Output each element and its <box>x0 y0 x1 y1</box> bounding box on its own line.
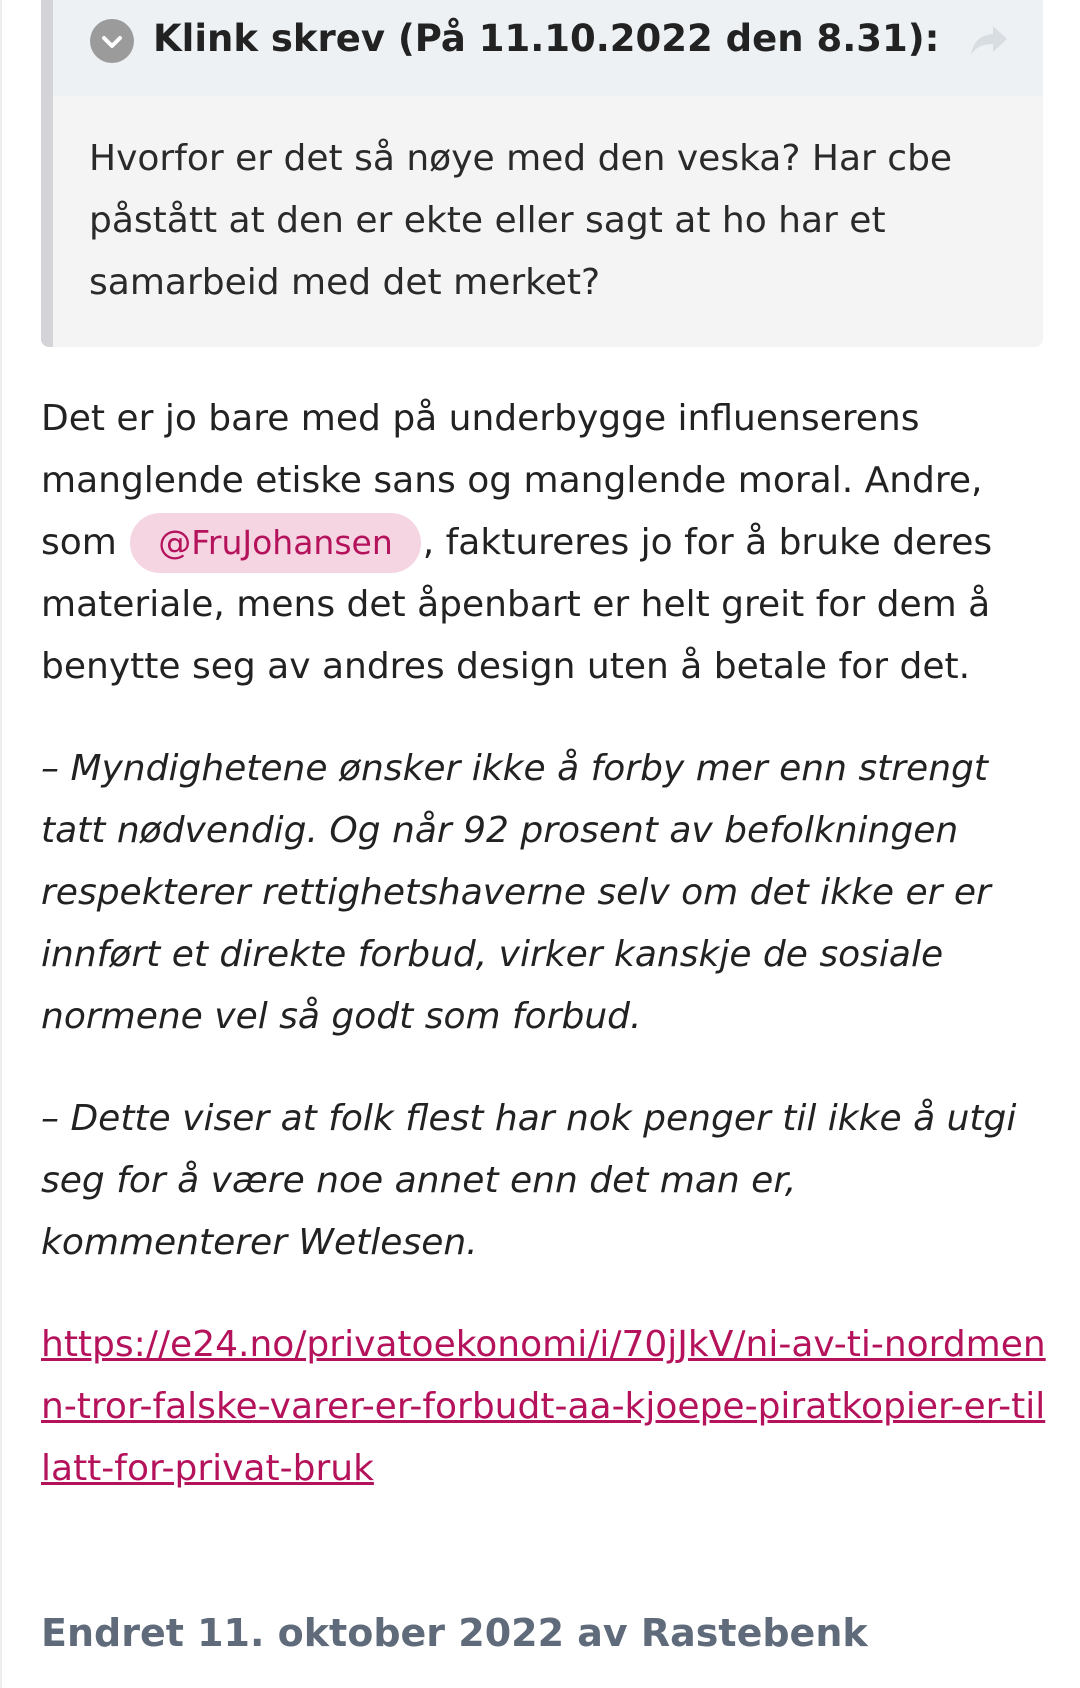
quote-body: Hvorfor er det så nøye med den veska? Har cbe påstått at den er ekte eller sagt at ho har et samarbeid med det merket? <box>89 138 953 303</box>
chevron-down-icon[interactable] <box>90 19 134 63</box>
post-paragraph <box>41 388 1051 698</box>
paragraph-text: Det er jo bare med på underbygge influenserens manglende etiske sans og manglende moral. Andre, som <box>41 398 983 563</box>
post-content <box>41 388 1051 1540</box>
quote-citation: Klink skrev (På 11.10.2022 den 8.31): <box>153 17 940 60</box>
quoted-paragraph: – Myndighetene ønsker ikke å forby mer enn strengt tatt nødvendig. Og når 92 prosent av befolkningen respekterer rettighetshaverne selv om det ikke er er innført et direkte forbud, virker kanskje de sosiale normene vel så godt som forbud. <box>41 748 991 1037</box>
user-mention[interactable]: @FruJohansen <box>130 513 420 573</box>
share-arrow-icon[interactable] <box>967 22 1011 60</box>
article-link[interactable]: https://e24.no/privatoekonomi/i/70jJkV/ni-av-ti-nordmenn-tror-falske-varer-er-forbudt-aa-kjoepe-piratkopier-er-tillatt-for-privat-bruk <box>41 1324 1046 1489</box>
edited-note: Endret 11. oktober 2022 av Rastebenk <box>41 1611 868 1655</box>
link-paragraph <box>41 1314 1051 1500</box>
paragraph-text: , faktureres jo for å bruke deres materiale, mens det åpenbart er helt greit for dem å benytte seg av andres design uten å betale for det. <box>41 522 993 687</box>
quote-block <box>41 0 1043 347</box>
quote-header <box>53 0 1043 96</box>
quoted-paragraph: – Dette viser at folk flest har nok penger til ikke å utgi seg for å være noe annet enn det man er, kommenterer Wetlesen. <box>41 1098 1017 1263</box>
